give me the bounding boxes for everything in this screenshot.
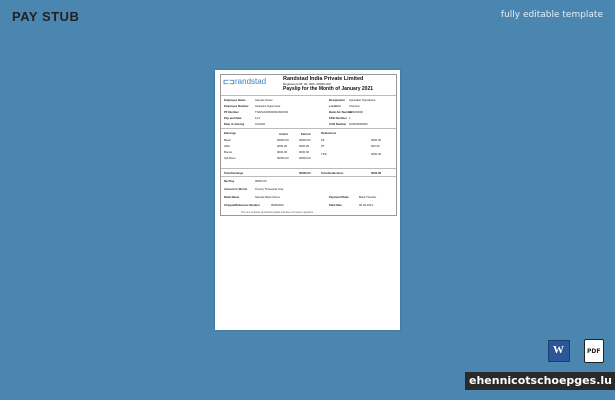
- total-earnings-value: 00000.00: [299, 171, 311, 175]
- earning-actual: 00000.00: [277, 156, 289, 160]
- footnote: This is a computer generated payslip and does not require signature: [241, 211, 314, 214]
- earning-name: Spl Allow: [224, 156, 236, 160]
- word-doc-icon[interactable]: W: [548, 340, 570, 362]
- info-value: 01/2020: [255, 122, 266, 126]
- deduction-name: TDS: [321, 152, 327, 156]
- info-value: Specialist Operations: [349, 98, 376, 102]
- earning-name: HRA: [224, 144, 230, 148]
- net-pay-label: Net Pay: [224, 179, 235, 183]
- page-title: PAY STUB: [12, 9, 80, 24]
- info-value: 11.0: [255, 116, 261, 120]
- divider: [221, 128, 396, 129]
- info-value: 1: [349, 116, 351, 120]
- earning-actual: 0000.00: [277, 150, 288, 154]
- earning-earned: 0000.00: [299, 150, 310, 154]
- document-paper: [215, 70, 400, 330]
- bank-name-value: Sample Bank Name: [255, 195, 280, 199]
- info-label: UAN Number: [329, 122, 347, 126]
- payment-mode-value: Bank Transfer: [359, 195, 377, 199]
- amount-words-value: Twenty Thousand Only: [255, 187, 284, 191]
- page-subtitle: fully editable template: [500, 10, 603, 20]
- info-value: Sample Name: [255, 98, 273, 102]
- total-deductions-label: Total Deductions: [321, 171, 344, 175]
- deduction-name: PF: [321, 138, 325, 142]
- company-name: Randstad India Private Limited: [283, 76, 364, 82]
- amount-words-label: Amount in Words: [224, 187, 248, 191]
- paid-date-value: 00.00.2021: [359, 203, 373, 207]
- earning-actual: 0000.00: [277, 144, 288, 148]
- info-value: 100000000000: [349, 122, 368, 126]
- divider: [221, 168, 396, 169]
- company-registration: Registered Off: 00, 00th, 00000 000: [283, 82, 331, 86]
- earning-name: Basic: [224, 138, 231, 142]
- pay-stub: [220, 74, 397, 216]
- info-label: PF Number: [224, 110, 239, 114]
- info-label: Pay and Date: [224, 116, 242, 120]
- divider: [221, 176, 396, 177]
- info-value: TN/MAS/0000000/000/000: [255, 110, 289, 114]
- reference-label: Cheque/Reference Number: [224, 203, 260, 207]
- paid-date-label: Paid Date: [329, 203, 342, 207]
- payslip-period: Payslip for the Month of January 2021: [283, 86, 374, 92]
- logo-mark-icon: ⊏⊐: [223, 79, 235, 86]
- earning-actual: 00000.00: [277, 138, 289, 142]
- info-label: Employee Number: [224, 104, 249, 108]
- earning-earned: 00000.00: [299, 156, 311, 160]
- info-value: Assistant Supervisor: [255, 104, 281, 108]
- deduction-name: PT: [321, 144, 325, 148]
- earnings-header: Earnings: [224, 131, 236, 135]
- net-pay-value: 00000.00: [255, 179, 267, 183]
- deduction-value: 0000.00: [371, 152, 382, 156]
- info-label: Designation: [329, 98, 346, 102]
- stub-header: [221, 75, 396, 96]
- info-label: Location: [329, 104, 341, 108]
- deduction-value: 0000.00: [371, 138, 382, 142]
- bank-name-label: Bank Name: [224, 195, 240, 199]
- payment-mode-label: Payment Mode: [329, 195, 349, 199]
- info-label: Employee Name: [224, 98, 246, 102]
- info-label: Date of Joining: [224, 122, 245, 126]
- company-logo: [223, 77, 279, 91]
- earning-earned: 00000.00: [299, 138, 311, 142]
- earned-header: Earned: [301, 132, 311, 136]
- info-label: Bank A/c Number: [329, 110, 353, 114]
- deductions-header: Deductions: [321, 131, 337, 135]
- info-label: ESIC Number: [329, 116, 347, 120]
- pdf-doc-icon[interactable]: PDF: [584, 339, 604, 363]
- total-earnings-label: Total Earnings: [224, 171, 244, 175]
- info-value: Chennai: [349, 104, 360, 108]
- logo-name: randstad: [235, 77, 267, 86]
- brand-watermark: ehennicotschoepges.lu: [465, 372, 615, 390]
- reference-value: 00000000: [271, 203, 284, 207]
- deduction-value: 000.00: [371, 144, 380, 148]
- earning-name: Bonus: [224, 150, 232, 154]
- actual-header: Actual: [279, 132, 288, 136]
- info-value: 000000000: [349, 110, 363, 114]
- earning-earned: 0000.00: [299, 144, 310, 148]
- total-deductions-value: 0000.00: [371, 171, 382, 175]
